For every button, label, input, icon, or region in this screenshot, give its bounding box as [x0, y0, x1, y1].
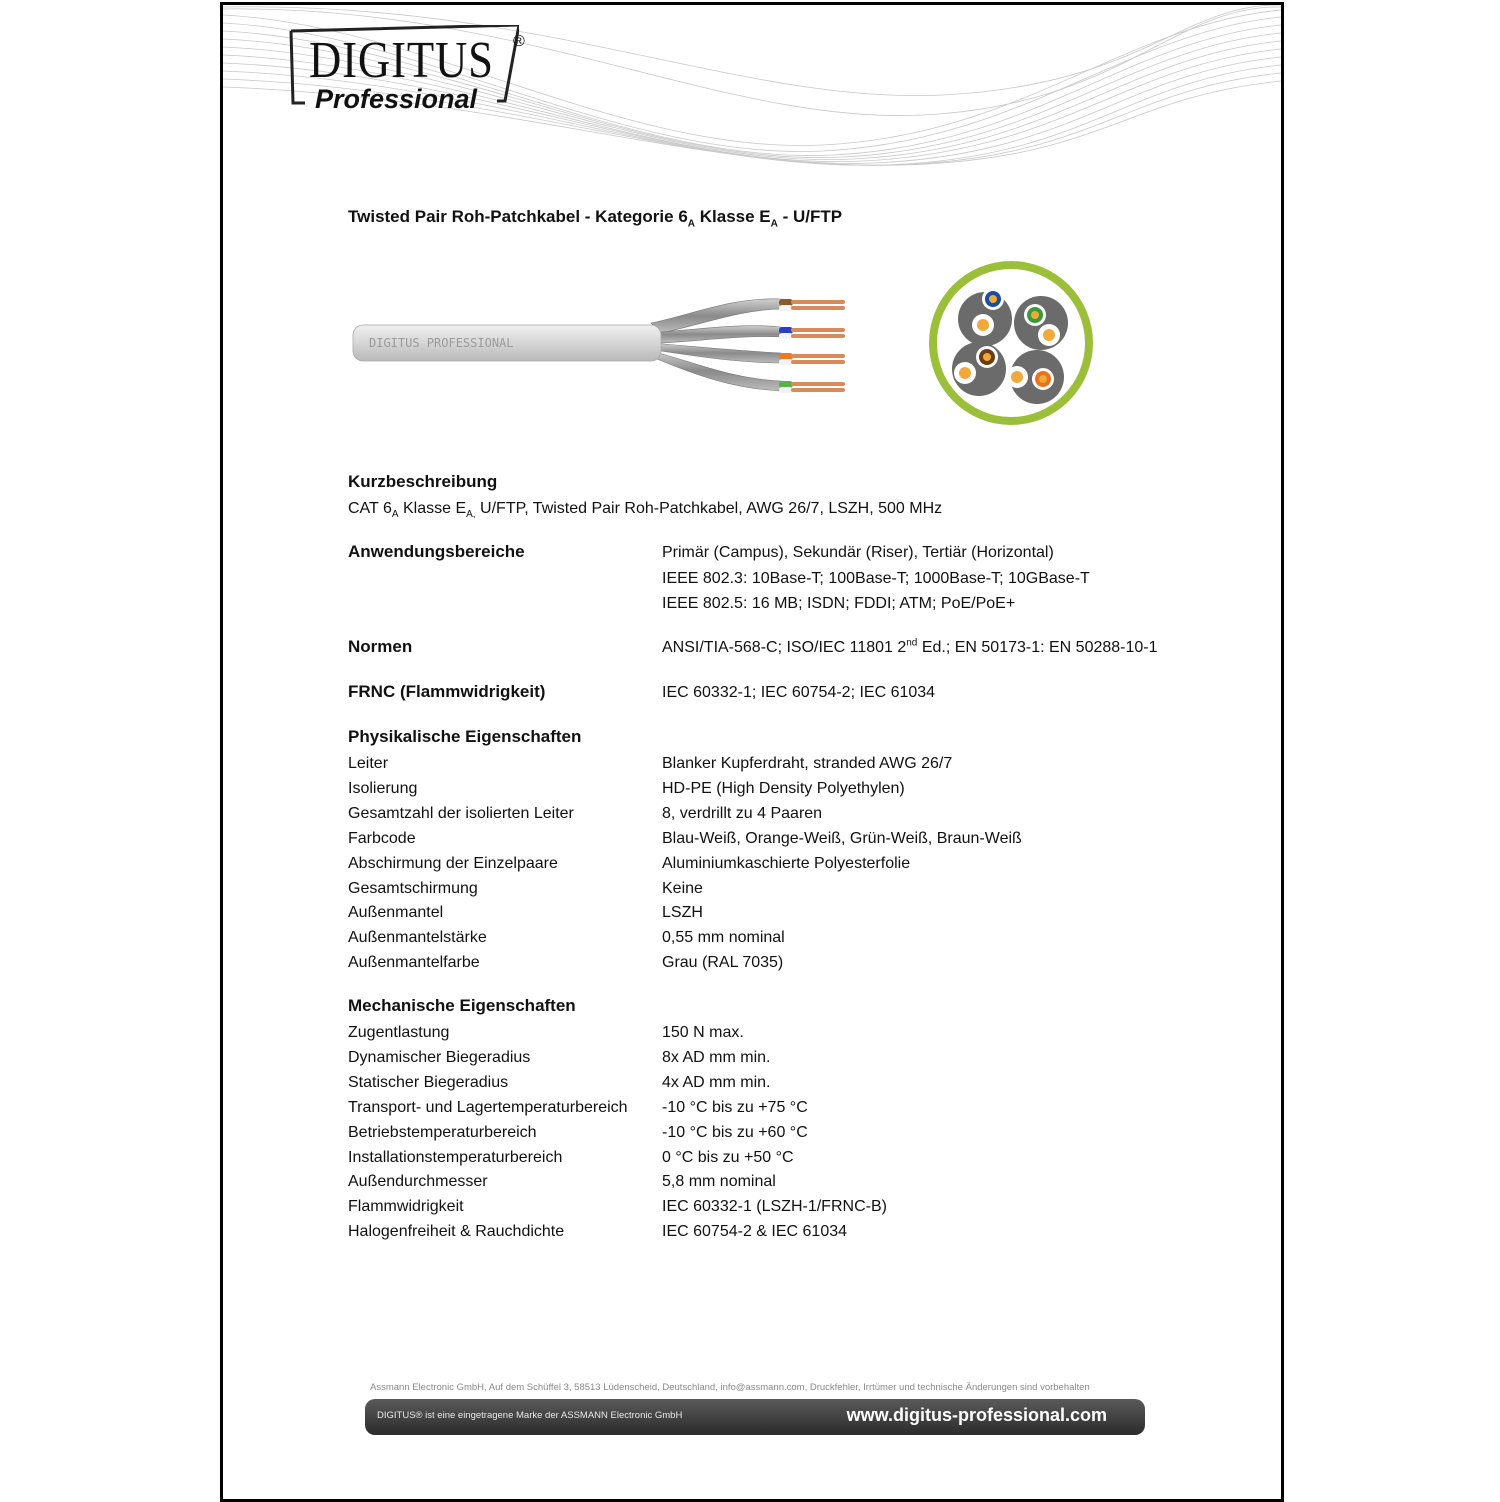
property-value: Grau (RAL 7035): [662, 954, 784, 972]
kurzbeschreibung-text: CAT $6_A$ Klasse $E_{A,}$ U/FTP, Twisted Pair Roh-Patchkabel, AWG 26/7, LSZH, 500 MHz: [348, 500, 943, 521]
cable-product-image: [351, 285, 851, 395]
property-label: Gesamtschirmung: [348, 879, 478, 897]
section-heading-normen: Normen: [348, 637, 413, 656]
datasheet-page: [220, 2, 1284, 1502]
property-label: Isolierung: [348, 779, 418, 797]
section-heading-frnc: FRNC (Flammwidrigkeit): [348, 682, 546, 701]
property-label: Leiter: [348, 755, 389, 772]
property-value: -10 °C bis zu +75 °C: [662, 1098, 808, 1116]
anwendung-line: IEEE 802.5: 16 MB; ISDN; FDDI; ATM; PoE/PoE+: [662, 595, 1016, 612]
property-value: 8x AD mm min.: [662, 1048, 771, 1066]
property-label: Abschirmung der Einzelpaare: [348, 854, 558, 872]
property-label: Transport- und Lagertemperaturbereich: [348, 1098, 628, 1116]
property-value: LSZH: [662, 904, 703, 922]
property-label: Gesamtzahl der isolierten Leiter: [348, 804, 574, 822]
normen-value: ANSI/TIA-568-C; ISO/IEC 11801 2nd Ed.; EN 50173-1: EN 50288-10-1: [662, 637, 1158, 656]
frnc-value: IEC 60332-1; IEC 60754-2; IEC 61034: [662, 684, 936, 701]
property-value: Blau-Weiß, Orange-Weiß, Grün-Weiß, Braun-Weiß: [662, 829, 1022, 847]
property-value: IEC 60332-1 (LSZH-1/FRNC-B): [662, 1198, 887, 1216]
section-heading-anwendungsbereiche: Anwendungsbereiche: [348, 542, 525, 561]
property-value: 5,8 mm nominal: [662, 1173, 776, 1191]
property-value: 150 N max.: [662, 1024, 744, 1041]
property-label: Flammwidrigkeit: [348, 1198, 464, 1216]
footer-trademark: DIGITUS® ist eine eingetragene Marke der ASSMANN Electronic GmbH: [377, 1410, 683, 1421]
cable-print-text: DIGITUS PROFESSIONAL: [369, 336, 514, 350]
property-label: Statischer Biegeradius: [348, 1073, 509, 1091]
property-value: IEC 60754-2 & IEC 61034: [662, 1223, 848, 1241]
property-value: 0,55 mm nominal: [662, 929, 785, 947]
property-label: Dynamischer Biegeradius: [348, 1048, 531, 1066]
property-value: Blanker Kupferdraht, stranded AWG 26/7: [662, 755, 953, 772]
digitus-logo: [287, 25, 525, 114]
property-label: Außenmantel: [348, 904, 444, 922]
page-title: Twisted Pair Roh-Patchkabel - Kategorie $6_A$ Klasse $E_A - U/FTP$: [348, 207, 843, 230]
logo-subline: Professional: [315, 84, 478, 114]
property-value: Keine: [662, 879, 703, 897]
property-label: Außenmantelstärke: [348, 929, 487, 947]
cable-cross-section-image: [925, 257, 1097, 429]
section-heading-kurzbeschreibung: Kurzbeschreibung: [348, 472, 498, 491]
property-value: 0 °C bis zu +50 °C: [662, 1148, 794, 1166]
section-heading-mechanische-eigenschaften: Mechanische Eigenschaften: [348, 996, 576, 1015]
property-label: Außendurchmesser: [348, 1173, 488, 1191]
property-value: HD-PE (High Density Polyethylen): [662, 779, 905, 797]
logo-wordmark: DIGITUS: [309, 32, 494, 89]
property-label: Halogenfreiheit & Rauchdichte: [348, 1223, 565, 1241]
property-value: 4x AD mm min.: [662, 1073, 771, 1091]
property-label: Zugentlastung: [348, 1024, 450, 1041]
anwendung-line: Primär (Campus), Sekundär (Riser), Tertiär (Horizontal): [662, 544, 1054, 561]
footer-legal-note: Assmann Electronic GmbH, Auf dem Schüffel 3, 58513 Lüdenscheid, Deutschland, info@assmann.com, Druckfehler, Irrtümer und technische Änderungen sind vorbehalten: [370, 1382, 1090, 1393]
anwendung-line: IEEE 802.3: 10Base-T; 100Base-T; 1000Base-T; 10GBase-T: [662, 570, 1090, 587]
logo-registered-mark: ®: [513, 33, 525, 50]
property-value: -10 °C bis zu +60 °C: [662, 1123, 808, 1141]
footer-bar: [365, 1399, 1145, 1435]
property-value: 8, verdrillt zu 4 Paaren: [662, 804, 823, 822]
property-value: Aluminiumkaschierte Polyesterfolie: [662, 854, 911, 872]
property-label: Betriebstemperaturbereich: [348, 1123, 537, 1141]
property-label: Farbcode: [348, 829, 416, 847]
footer-website-link[interactable]: www.digitus-professional.com: [846, 1405, 1107, 1425]
property-label: Installationstemperaturbereich: [348, 1148, 563, 1166]
property-label: Außenmantelfarbe: [348, 954, 480, 972]
section-heading-physikalische-eigenschaften: Physikalische Eigenschaften: [348, 727, 582, 746]
